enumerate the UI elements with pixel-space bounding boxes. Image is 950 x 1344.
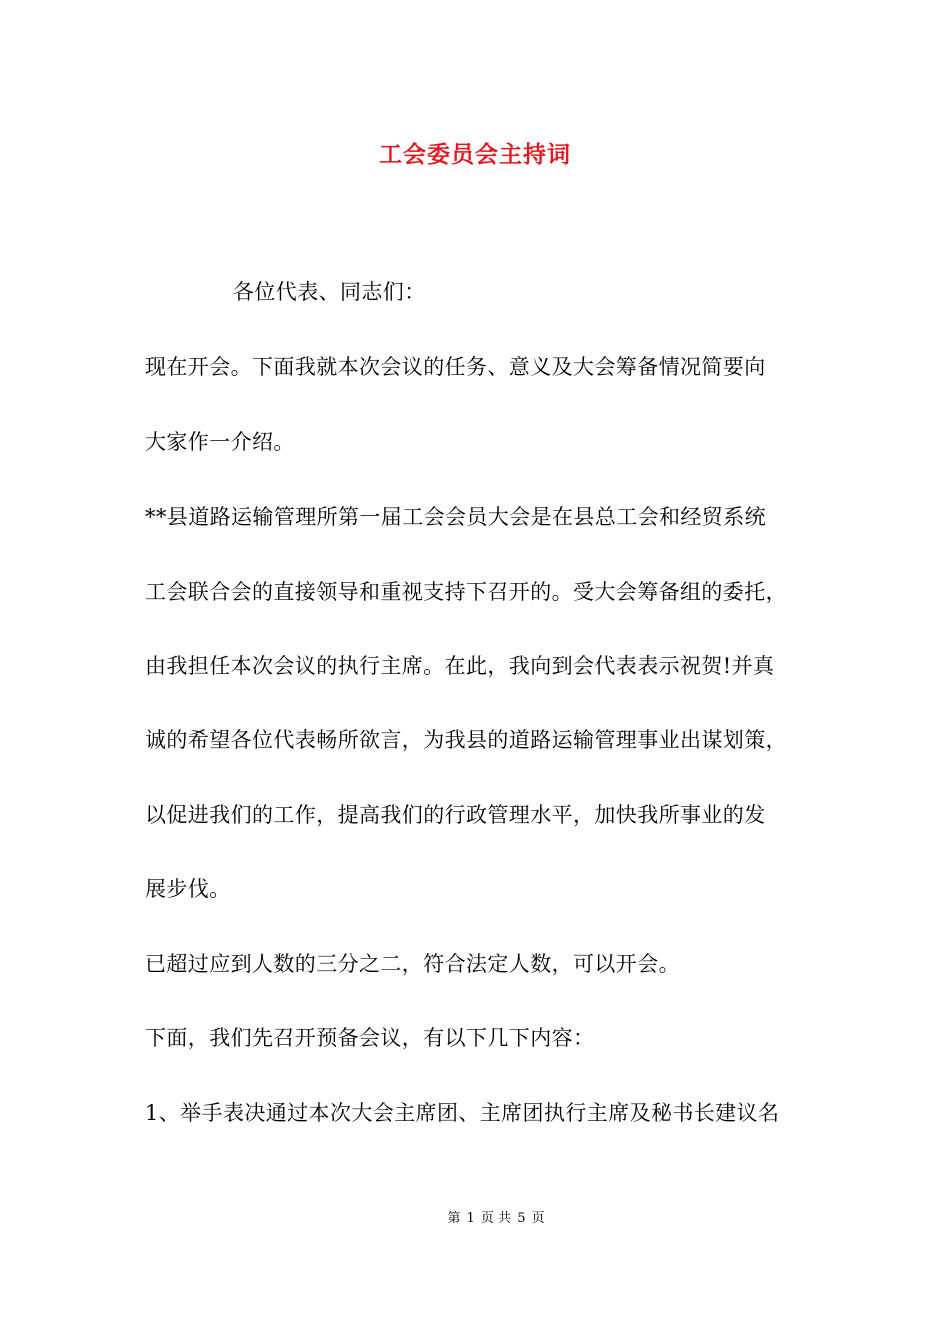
- body-line: 展步伐。: [145, 877, 231, 901]
- total-pages-number: 5: [517, 1211, 526, 1226]
- body-line: 现在开会。下面我就本次会议的任务、意义及大会筹备情况简要向: [145, 355, 766, 379]
- body-line: 工会联合会的直接领导和重视支持下召开的。受大会筹备组的委托，: [145, 580, 787, 604]
- body-line: 以促进我们的工作，提高我们的行政管理水平，加快我所事业的发: [145, 803, 766, 827]
- page-prefix: 第: [447, 1211, 461, 1226]
- page-number-footer: [0, 1207, 950, 1226]
- salutation-line: 各位代表、同志们：: [233, 280, 426, 304]
- page-mid: 页 共: [480, 1211, 512, 1226]
- body-line: 诚的希望各位代表畅所欲言，为我县的道路运输管理事业出谋划策，: [145, 728, 787, 752]
- document-title: 工会委员会主持词: [379, 141, 571, 168]
- body-line: 大家作一介绍。: [145, 430, 295, 454]
- body-line: 由我担任本次会议的执行主席。在此，我向到会代表表示祝贺!并真: [145, 654, 775, 678]
- body-line: 下面，我们先召开预备会议，有以下几下内容：: [145, 1026, 595, 1050]
- current-page-number: 1: [466, 1211, 475, 1226]
- body-line: 已超过应到人数的三分之二，符合法定人数，可以开会。: [145, 952, 680, 976]
- page-suffix: 页: [531, 1211, 545, 1226]
- body-line: 1、举手表决通过本次大会主席团、主席团执行主席及秘书长建议名: [145, 1101, 780, 1125]
- body-line: **县道路运输管理所第一届工会会员大会是在县总工会和经贸系统: [145, 505, 766, 529]
